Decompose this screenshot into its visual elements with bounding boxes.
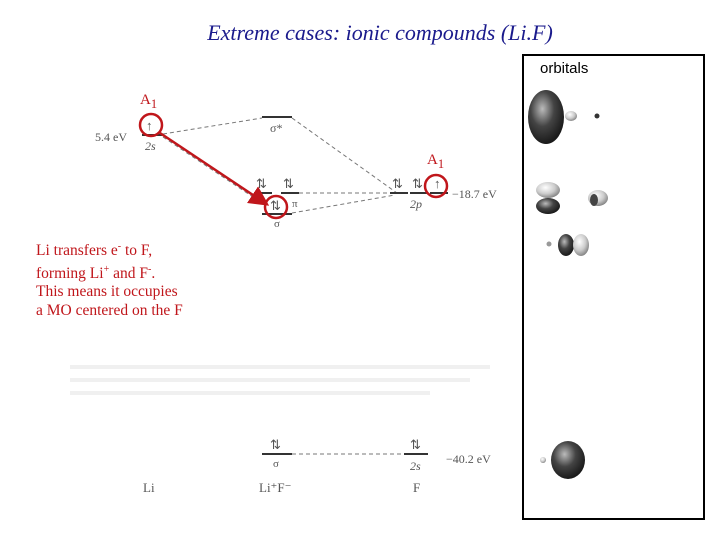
sigma-star-label: σ*	[270, 121, 283, 135]
sigma-mid-electrons: ⇅	[270, 198, 281, 213]
symmetry-label-f: $A_1$	[427, 152, 445, 171]
f-2s-label: 2s	[410, 459, 421, 473]
symmetry-label-li: $A_1$	[140, 92, 158, 111]
connector-li-sigma	[163, 137, 262, 203]
connector-sigma-f	[292, 195, 395, 213]
connector-li-sigmastar	[163, 118, 262, 134]
f-2s-electrons: ⇅	[410, 437, 421, 452]
note-line-3: This means it occupies	[36, 283, 178, 301]
f-2s-energy: −40.2 eV	[446, 452, 491, 466]
f-2p-electron-3: ↑	[434, 176, 441, 191]
f-2p-energy: −18.7 eV	[452, 187, 497, 201]
orbital-sigma-low	[540, 441, 585, 479]
pi-electrons-2: ⇅	[283, 176, 294, 191]
f-2p-electrons-1: ⇅	[392, 176, 403, 191]
orbital-images	[522, 54, 705, 520]
orbital-pi	[536, 182, 608, 214]
pi-electrons-1: ⇅	[256, 176, 267, 191]
orbital-sigma	[547, 234, 590, 256]
li-2s-label: 2s	[145, 139, 156, 153]
orbital-sigma-star	[528, 90, 600, 144]
faint-background-text	[70, 360, 510, 410]
pi-label: π	[292, 198, 298, 210]
note-line-2: forming Li+ and F-.	[36, 263, 156, 282]
li-2s-electron: ↑	[146, 118, 153, 133]
column-label-li: Li	[143, 480, 155, 495]
note-line-4: a MO centered on the F	[36, 301, 183, 319]
column-label-lif: Li⁺F⁻	[259, 480, 292, 495]
electron-transfer-note	[36, 238, 236, 320]
slide-title: Extreme cases: ionic compounds (Li.F)	[207, 20, 553, 45]
sigma-low-label: σ	[273, 458, 279, 470]
sigma-mid-label: σ	[274, 218, 280, 230]
sigma-low-electrons: ⇅	[270, 437, 281, 452]
li-2s-energy: 5.4 eV	[95, 130, 127, 144]
f-2p-label: 2p	[410, 197, 422, 211]
electron-transfer-arrow	[160, 133, 265, 203]
f-2p-electrons-2: ⇅	[412, 176, 423, 191]
note-line-1: Li transfers e- to F,	[36, 241, 153, 260]
column-label-f: F	[413, 480, 421, 495]
orbitals-label: orbitals	[540, 60, 589, 77]
connector-sigmastar-f	[292, 118, 397, 193]
